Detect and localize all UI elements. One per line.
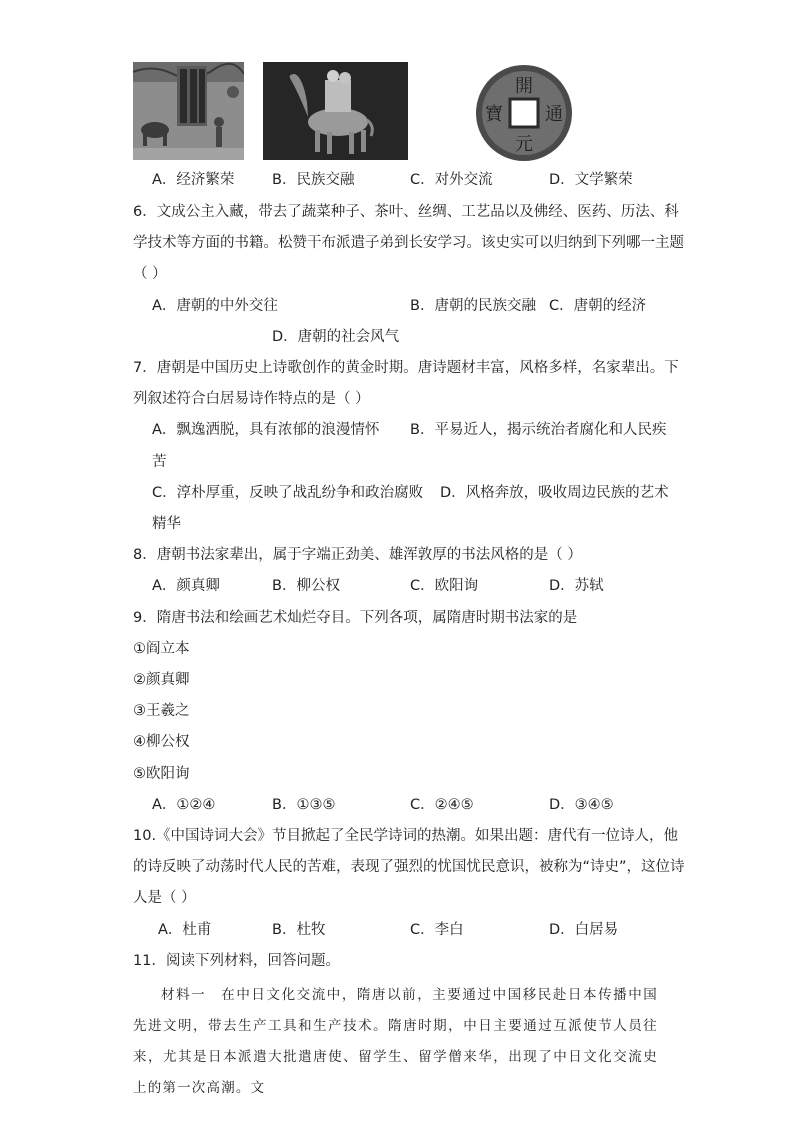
q11-stem: 11．阅读下列材料，回答问题。 <box>133 953 340 969</box>
q5-option-a[interactable]: A．经济繁荣 <box>152 172 235 188</box>
dunhuang-mural-image <box>133 62 244 160</box>
q10-stem-line1: 10.《中国诗词大会》节目掀起了全民学诗词的热潮。如果出题：唐代有一位诗人，他 <box>133 828 679 844</box>
q9-item-2: ②颜真卿 <box>133 672 190 688</box>
q9-option-a[interactable]: A．①②④ <box>152 797 216 813</box>
kaiyuan-tongbao-coin-image <box>472 64 577 162</box>
q6-stem-line1: 6．文成公主入藏，带去了蔬菜种子、茶叶、丝绸、工艺品以及佛经、医药、历法、科 <box>133 204 679 220</box>
q10-stem-line3: 人是（ ） <box>133 890 196 906</box>
q8-option-a[interactable]: A．颜真卿 <box>152 578 220 594</box>
q7-stem-line1: 7．唐朝是中国历史上诗歌创作的黄金时期。唐诗题材丰富，风格多样，名家辈出。下 <box>133 360 679 376</box>
q10-option-a[interactable]: A．杜甫 <box>158 922 212 938</box>
q6-answer-blank: （ ） <box>133 266 167 282</box>
svg-text:元: 元 <box>515 134 533 155</box>
q9-item-1: ①阎立本 <box>133 641 190 657</box>
svg-text:開: 開 <box>515 76 533 97</box>
q5-option-c[interactable]: C．对外交流 <box>410 172 493 188</box>
q5-option-b[interactable]: B．民族交融 <box>272 172 355 188</box>
tricolor-camel-figurine-image <box>263 62 408 160</box>
q10-option-c[interactable]: C．李白 <box>410 922 464 938</box>
q10-option-b[interactable]: B．杜牧 <box>272 922 326 938</box>
q6-option-b[interactable]: B．唐朝的民族交融 <box>410 298 536 314</box>
q9-item-3: ③王羲之 <box>133 703 190 719</box>
q11-material-one: 材料一 在中日文化交流中，隋唐以前，主要通过中国移民赴日本传播中国先进文明，带去生产工具和生产技术。隋唐时期，中日主要通过互派使节人员往来，尤其是日本派遣大批遣唐使、留学生、留学僧来华，出现了中日文化交流史上的第一次高潮。文 <box>133 987 658 1096</box>
q6-option-c[interactable]: C．唐朝的经济 <box>549 298 647 314</box>
q8-stem: 8．唐朝书法家辈出，属于字端正劲美、雄浑敦厚的书法风格的是（ ） <box>133 547 582 563</box>
q7-option-b-cont: 苦 <box>152 454 167 470</box>
q7-option-d-cont: 精华 <box>152 516 181 532</box>
q8-option-d[interactable]: D．苏轼 <box>549 578 604 594</box>
q9-option-c[interactable]: C．②④⑤ <box>410 797 474 813</box>
q6-stem-line2: 学技术等方面的书籍。松赞干布派遣子弟到长安学习。该史实可以归纳到下列哪一主题 <box>133 235 684 251</box>
q7-option-b[interactable]: B．平易近人，揭示统治者腐化和人民疾 <box>410 422 667 438</box>
q9-stem: 9．隋唐书法和绘画艺术灿烂夺目。下列各项，属隋唐时期书法家的是 <box>133 610 578 626</box>
q8-option-b[interactable]: B．柳公权 <box>272 578 340 594</box>
q10-option-d[interactable]: D．白居易 <box>549 922 619 938</box>
q10-stem-line2: 的诗反映了动荡时代人民的苦难，表现了强烈的忧国忧民意识，被称为“诗史”，这位诗 <box>133 859 685 875</box>
q9-item-4: ④柳公权 <box>133 734 190 750</box>
q5-option-d[interactable]: D．文学繁荣 <box>549 172 633 188</box>
q9-option-d[interactable]: D．③④⑤ <box>549 797 614 813</box>
q7-option-a[interactable]: A．飘逸洒脱，具有浓郁的浪漫情怀 <box>152 422 380 438</box>
q9-option-b[interactable]: B．①③⑤ <box>272 797 336 813</box>
q7-option-d[interactable]: D．风格奔放，吸收周边民族的艺术 <box>440 485 669 501</box>
q6-option-a[interactable]: A．唐朝的中外交往 <box>152 298 278 314</box>
q6-option-d[interactable]: D．唐朝的社会风气 <box>272 329 400 345</box>
svg-text:寶: 寶 <box>485 104 503 125</box>
q9-item-5: ⑤欧阳询 <box>133 766 190 782</box>
q7-stem-line2: 列叙述符合白居易诗作特点的是（ ） <box>133 391 370 407</box>
svg-text:通: 通 <box>545 104 563 125</box>
q8-option-c[interactable]: C．欧阳询 <box>410 578 479 594</box>
q7-option-c[interactable]: C．淳朴厚重，反映了战乱纷争和政治腐败 <box>152 485 424 501</box>
